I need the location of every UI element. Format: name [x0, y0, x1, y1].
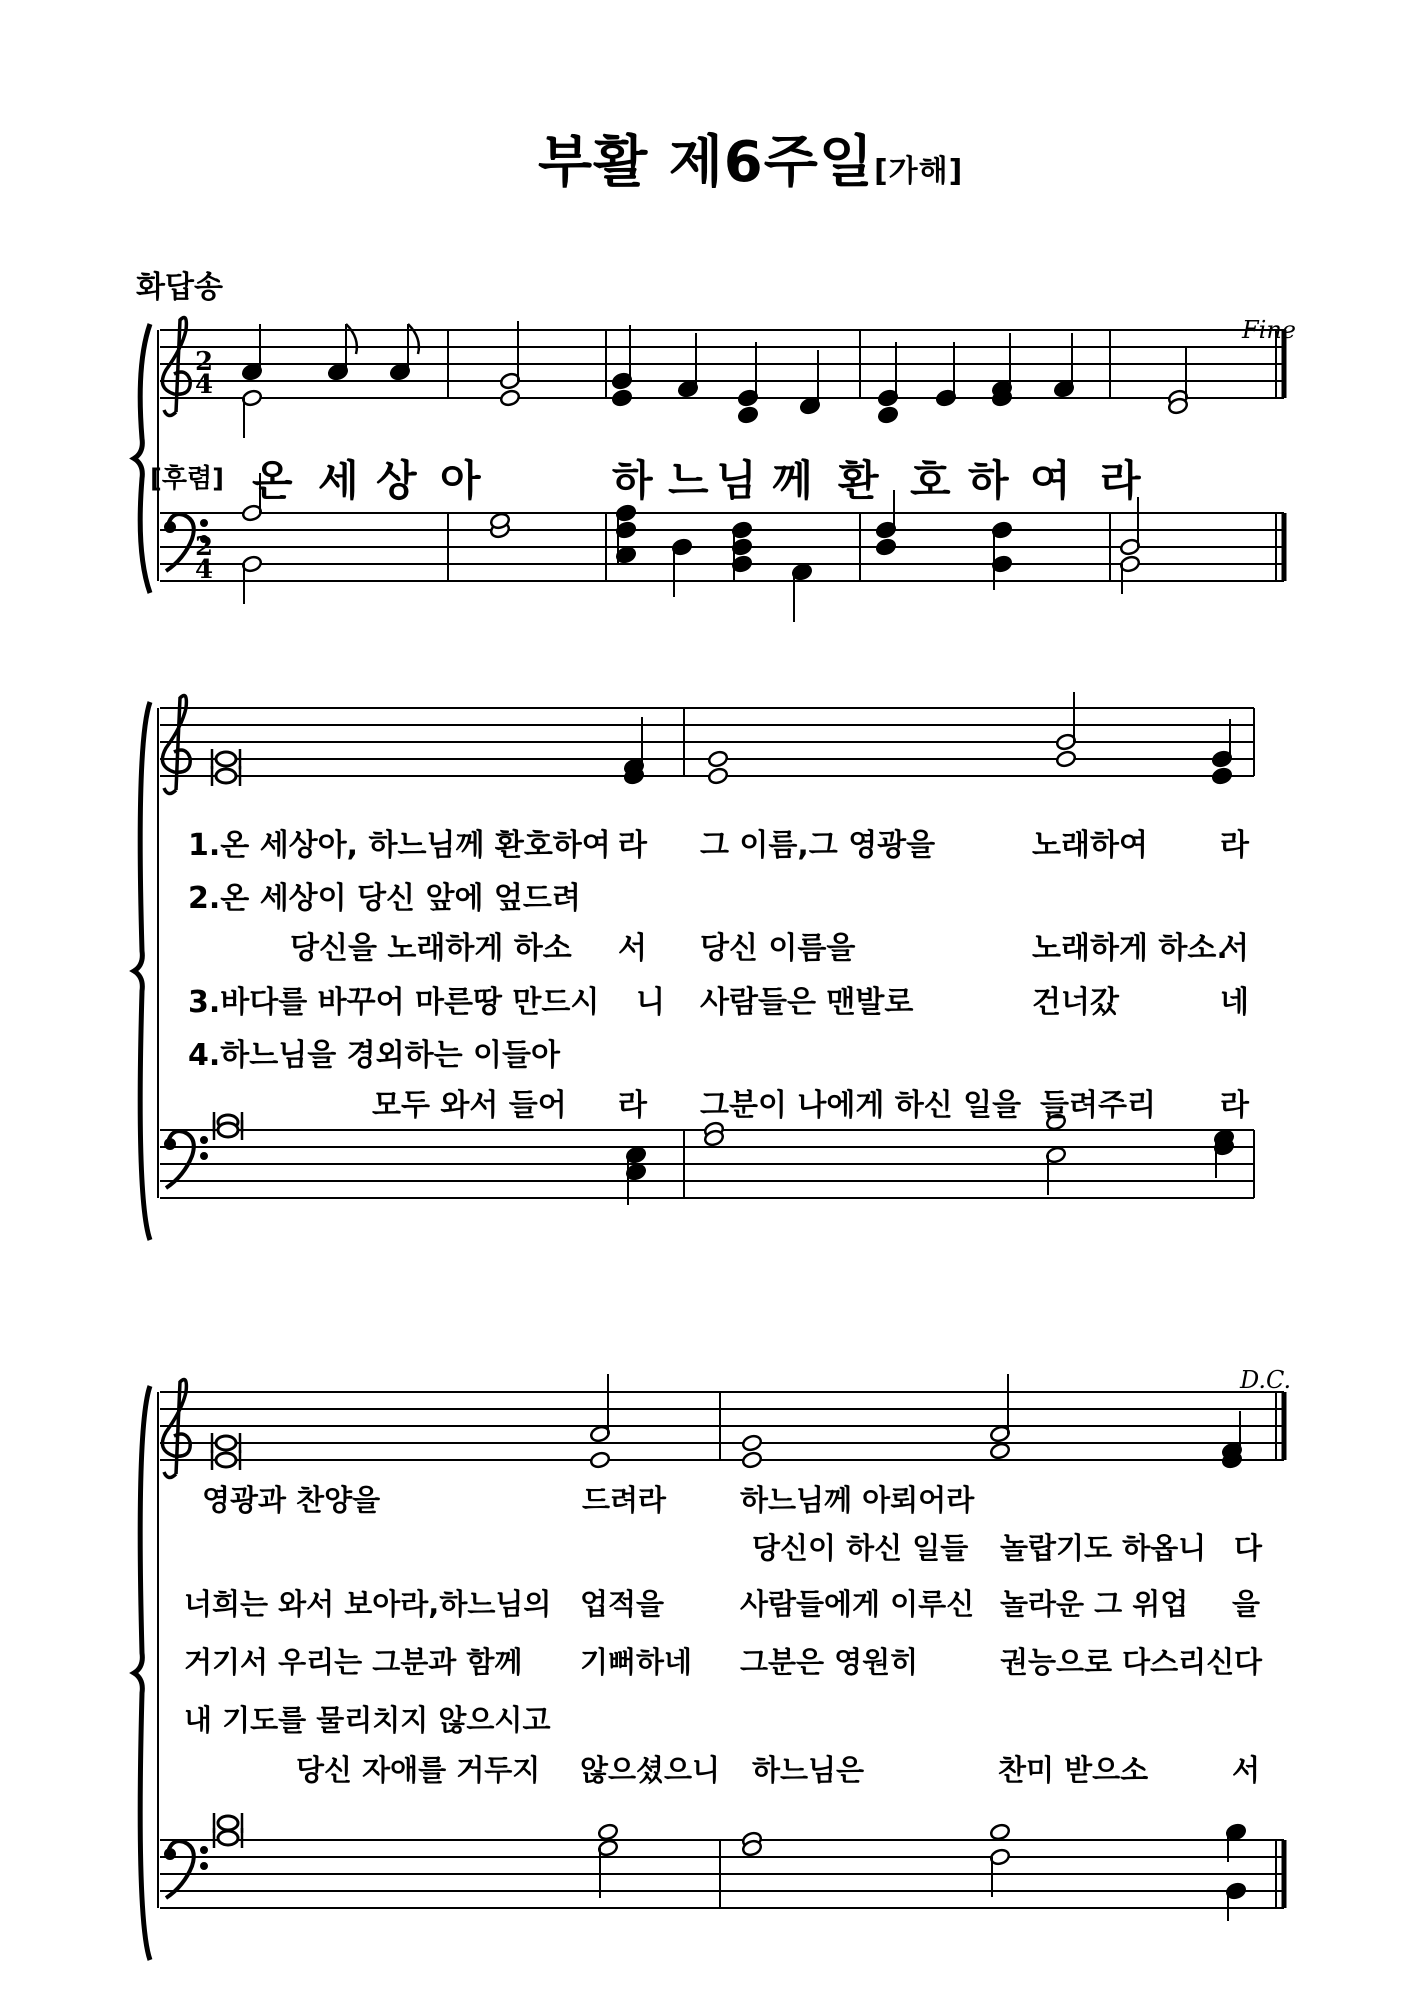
breve-head [216, 752, 236, 766]
verse-text: 라 [618, 828, 647, 863]
bass-clef-dot [201, 1847, 207, 1853]
refrain-syllable: 느 [668, 456, 709, 505]
psalm-text: 기뻐하네 [580, 1645, 693, 1679]
verse-text: 3.바다를 바꾸어 마른땅 만드시 [188, 985, 600, 1020]
verse-text: 모두 와서 들어 [372, 1088, 567, 1123]
verse-text: 그 이름,그 영광을 [700, 828, 936, 863]
psalm-text: 거기서 우리는 그분과 함께 [184, 1645, 523, 1679]
brace [134, 702, 150, 1240]
time-sig-bottom-treble: 4 [195, 370, 214, 400]
title-main: 부활 제6주일 [538, 130, 874, 195]
breve-head [216, 1453, 236, 1467]
note-head [875, 538, 896, 556]
verse-text: 그분이 나에게 하신 일을 [700, 1088, 1022, 1123]
verse-text: 당신을 노래하게 하소 [290, 931, 572, 966]
refrain-line [150, 448, 224, 497]
verse-text: 사람들은 맨발로 [700, 985, 914, 1020]
refrain-syllable: 상 [376, 456, 417, 505]
verse-text: 네 [1220, 985, 1249, 1020]
title-subtitle: [가해] [873, 154, 964, 189]
psalm-text: 놀라운 그 위업 [1000, 1587, 1189, 1621]
time-sig-top-bass: 2 [195, 532, 214, 562]
note-head [589, 1451, 610, 1469]
breve-head [218, 1831, 238, 1845]
psalm-text: 서 [1232, 1753, 1261, 1787]
psalm-text: 당신 자애를 거두지 [296, 1753, 541, 1787]
note-head [989, 1442, 1010, 1460]
bass-clef-dot [201, 1863, 207, 1869]
breve-head [216, 1436, 236, 1450]
treble-clef [162, 318, 190, 416]
verse-text: 2.온 세상이 당신 앞에 엎드려 [188, 881, 581, 916]
verse-text: 건너갔 [1032, 985, 1119, 1020]
verse-text: 라 [618, 1088, 647, 1123]
verse-text: 라 [1220, 1088, 1249, 1123]
bass-clef-dot [165, 1139, 175, 1149]
treble-clef [162, 1380, 190, 1478]
note-head [597, 1823, 618, 1841]
psalm-text: 드려라 [582, 1483, 667, 1517]
bass-clef-dot [201, 520, 207, 526]
refrain-syllable: 하 [612, 456, 653, 505]
note-head [499, 389, 520, 407]
psalm-text: 찬미 받으소 [998, 1753, 1149, 1787]
note-flag [408, 324, 419, 354]
psalm-text: 너희는 와서 보아라,하느님의 [184, 1587, 552, 1621]
psalm-text: 당신이 하신 일들 [752, 1531, 969, 1565]
psalm-text: 다 [1234, 1645, 1263, 1679]
psalm-text: 그분은 영원히 [740, 1645, 919, 1679]
section-label: 화답송 [136, 270, 223, 305]
refrain-syllable: 하 [968, 456, 1009, 505]
verse-text: 4.하느님을 경외하는 이들아 [188, 1038, 560, 1073]
psalm-text: 하느님께 아뢰어라 [740, 1483, 975, 1517]
refrain-syllable: 여 [1030, 456, 1071, 505]
verse-text: 노래하게 하소. [1032, 931, 1228, 966]
verse-text: 서 [618, 931, 647, 966]
verse-text: 들려주리 [1040, 1088, 1156, 1123]
refrain-syllable: 라 [1100, 456, 1141, 505]
breve-head [218, 1816, 238, 1830]
brace [134, 1386, 150, 1960]
verse-text: 1.온 세상아, 하느님께 환호하여 [188, 828, 611, 863]
brace [134, 324, 150, 593]
note-head [877, 406, 898, 424]
note-head [989, 1823, 1010, 1841]
verse-text: 라 [1220, 828, 1249, 863]
psalm-text: 않으셨으니 [580, 1753, 721, 1787]
note-head [707, 767, 728, 785]
refrain-syllable: 아 [440, 456, 481, 505]
psalm-text: 내 기도를 물리치지 않으시고 [184, 1703, 551, 1737]
refrain-syllable: 께 [772, 456, 813, 505]
psalm-text: 영광과 찬양을 [202, 1483, 381, 1517]
breve-head [216, 769, 236, 783]
bass-clef-dot [165, 522, 175, 532]
bass-clef-dot [165, 1849, 175, 1859]
psalm-text: 놀랍기도 하옵니 [1000, 1531, 1207, 1565]
refrain-syllable: 님 [716, 456, 757, 505]
verse-text: 니 [636, 985, 665, 1020]
refrain-syllable: 호 [910, 456, 951, 505]
note-head [1211, 767, 1232, 785]
psalm-text: 을 [1232, 1587, 1261, 1621]
note-head [707, 750, 728, 768]
verse-text: 서 [1220, 931, 1249, 966]
verse-text: 당신 이름을 [700, 931, 856, 966]
bass-clef-dot [201, 1137, 207, 1143]
psalm-text: 사람들에게 이루신 [740, 1587, 975, 1621]
note-head [737, 406, 758, 424]
refrain-syllable: 온 [252, 456, 293, 505]
note-head [741, 1451, 762, 1469]
bass-clef-dot [201, 1153, 207, 1159]
refrain-syllable: 환 [838, 456, 879, 505]
fine-mark: Fine [1242, 316, 1296, 344]
refrain-syllable: 세 [318, 456, 359, 505]
note-flag [346, 324, 357, 354]
psalm-text: 권능으로 다스리신 [1000, 1645, 1235, 1679]
treble-clef [162, 696, 190, 794]
psalm-text: 업적을 [580, 1587, 665, 1621]
verse-text: 노래하여 [1032, 828, 1148, 863]
time-sig-bottom-bass: 4 [195, 555, 214, 585]
psalm-text: 다 [1234, 1531, 1263, 1565]
time-sig-top-treble: 2 [195, 347, 214, 377]
dc-mark: D.C. [1240, 1366, 1292, 1394]
refrain-tag: [후렴] [150, 464, 224, 494]
note-head [741, 1434, 762, 1452]
psalm-text: 하느님은 [752, 1753, 865, 1787]
note-head [611, 389, 632, 407]
note-head [1055, 750, 1076, 768]
breve-head [218, 1123, 238, 1137]
